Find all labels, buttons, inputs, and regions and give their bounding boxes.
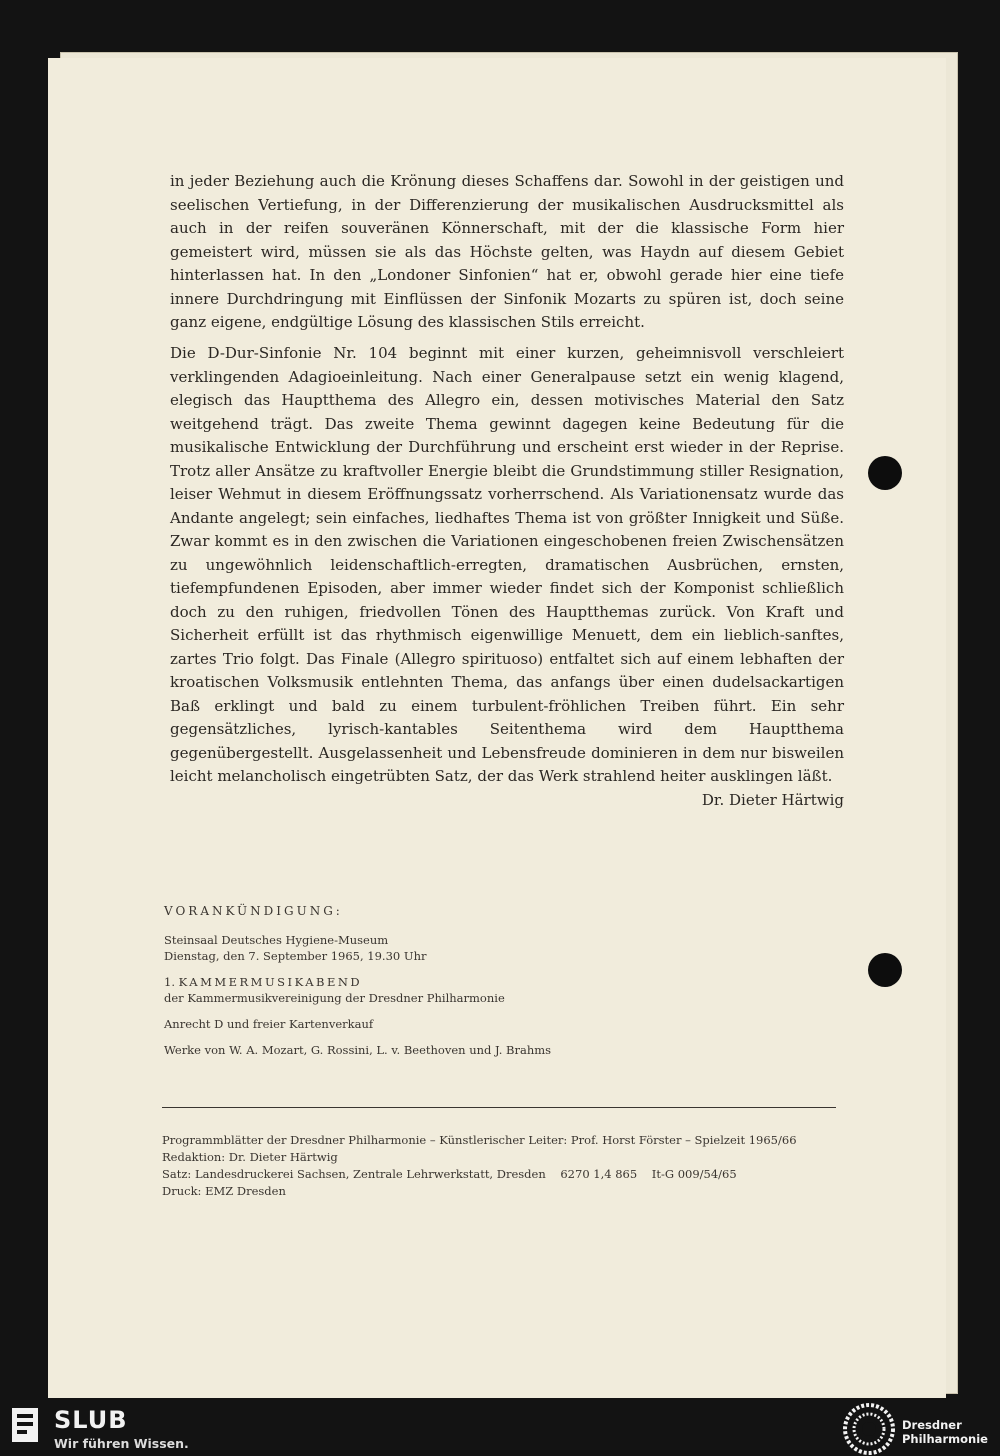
slub-tagline: Wir führen Wissen. [54,1436,189,1451]
article-paragraph-2-text: Die D-Dur-Sinfonie Nr. 104 beginnt mit einer kurzen, geheimnisvoll verschleiert verklingenden Adagioeinleitung. Nach einer Generalpause setzt ein wenig klagend, elegisch das Hauptthema des Allegro ein, dessen motivisches Material den Satz weitgehend trägt. Das zweite Thema gewinnt dagegen keine Bedeutung für die musikalische Entwicklung der Durchführung und erscheint erst wieder in der Reprise. Trotz aller Ansätze zu kraftvoller Energie bleibt die Grundstimmung stiller Resignation, leiser Wehmut in diesem Eröffnungssatz vorherrschend. Als Variationensatz wurde das Andante angelegt; sein einfaches, liedhaftes Thema ist von größter Innigkeit und Süße. Zwar kommt es in den zwischen die Variationen eingeschobenen freien Zwischensätzen zu ungewöhnlich leidenschaftlich-erregten, dramatischen Ausbrüchen, ernsten, tiefempfundenen Episoden, aber immer wieder findet sich der Komponist schließlich doch zu den ruhigen, friedvollen Tönen des Hauptthemas zurück. Von Kraft und Sicherheit erfüllt ist das rhythmisch eigenwillige Menuett, dem ein lieblich-sanftes, zartes Trio folgt. Das Finale (Allegro spirituoso) entfaltet sich auf einem lebhaften der kroatischen Volksmusik entlehnten Thema, das anfangs über einen dudelsackartigen Baß erklingt und bald zu einem turbulent-fröhlichen Treiben führt. Ein sehr gegensätzliches, lyrisch-kantables Seitenthema wird dem Hauptthema gegenübergestellt. Ausgelassenheit und Lebensfreude dominieren in dem nur bisweilen leicht melancholisch eingetrübten Satz, der das Werk strahlend heiter ausklingen läßt. [170,344,844,785]
article-paragraph-1: in jeder Beziehung auch die Krönung dieses Schaffens dar. Sowohl in der geistigen und seelischen Vertiefung, in der Differenzierung der musikalischen Ausdrucksmittel als auch in der reifen souveränen Könnerschaft, mit der die klassische Form hier gemeistert wird, müssen sie als das Höchste gelten, was Haydn auf diesem Gebiet hinterlassen hat. In den „Londoner Sinfonien“ hat er, obwohl gerade hier eine tiefe innere Durchdringung mit Einflüssen der Sinfonik Mozarts zu spüren ist, doch seine ganz eigene, endgültige Lösung des klassischen Stils erreicht. [170,172,844,331]
announcement-works: Werke von W. A. Mozart, G. Rossini, L. v. Beethoven und J. Brahms [164,1043,552,1057]
philharmonie-line-1: Dresdner [902,1418,962,1432]
article-paragraph-2 [170,342,844,812]
announcement-block [164,904,844,1058]
philharmonie-line-2: Philharmonie [902,1432,988,1446]
credits-line-1: Programmblätter der Dresdner Philharmonie – Künstlerischer Leiter: Prof. Horst Förster – Spielzeit 1965/66 [162,1133,797,1147]
credits-line-3: Satz: Landesdruckerei Sachsen, Zentrale Lehrwerkstatt, Dresden 6270 1,4 865 It-G 009/54/65 [162,1167,737,1181]
slub-logo-icon [12,1408,42,1446]
announcement-heading: VORANKÜNDIGUNG: [164,904,343,918]
announcement-tickets: Anrecht D und freier Kartenverkauf [164,1017,374,1031]
credits-block [162,1132,852,1200]
slub-name: SLUB [54,1406,128,1434]
document-page [48,58,946,1398]
divider-rule [162,1107,836,1108]
punch-hole-bottom [868,953,902,987]
author-signature: Dr. Dieter Härtwig [701,790,844,809]
announcement-ensemble: der Kammermusikvereinigung der Dresdner Philharmonie [164,991,505,1005]
credits-line-2: Redaktion: Dr. Dieter Härtwig [162,1150,338,1164]
announcement-event [164,974,844,990]
announcement-venue: Steinsaal Deutsches Hygiene-Museum [164,933,389,947]
event-title: KAMMERMUSIKABEND [178,975,363,989]
announcement-date: Dienstag, den 7. September 1965, 19.30 Uhr [164,949,427,963]
event-number: 1. [164,975,175,989]
punch-hole-top [868,456,902,490]
credits-line-4: Druck: EMZ Dresden [162,1184,286,1198]
philharmonie-name [902,1418,988,1446]
philharmonie-logo-icon [842,1402,896,1456]
